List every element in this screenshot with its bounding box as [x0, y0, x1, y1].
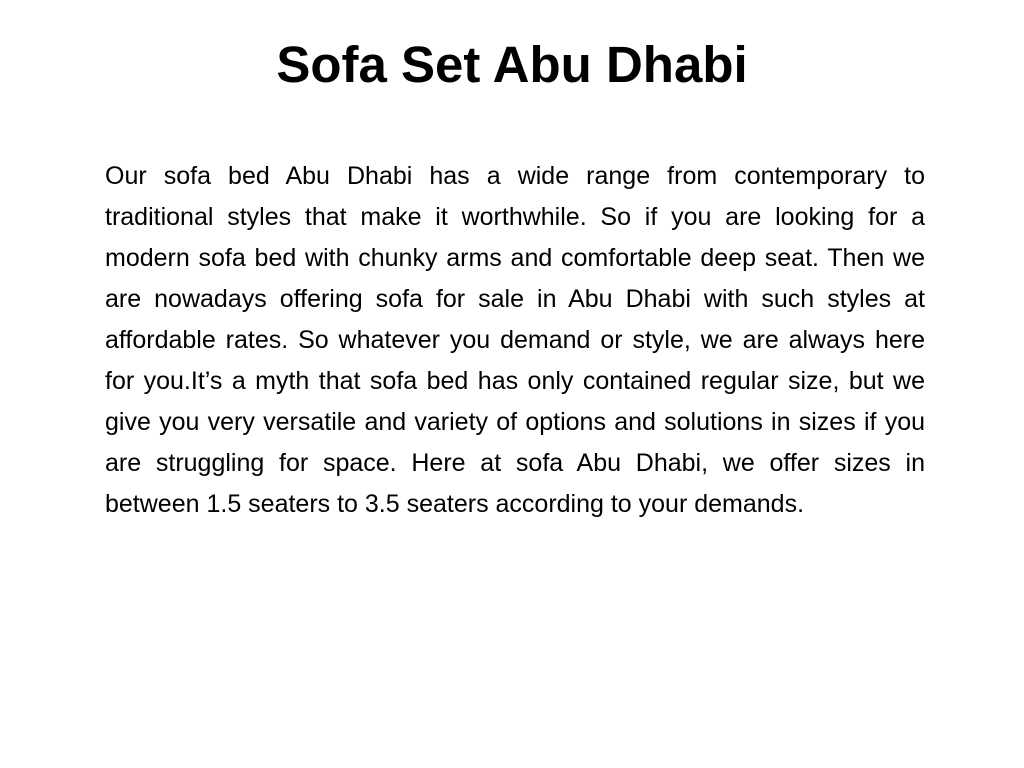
slide-title: Sofa Set Abu Dhabi	[276, 36, 748, 93]
slide-body-text: Our sofa bed Abu Dhabi has a wide range from contemporary to traditional styles that make it worthwhile. So if you are looking for a modern sofa bed with chunky arms and comfortable deep seat. Then we are nowadays offering sofa for sale in Abu Dhabi with such styles at affordable rates. So whatever you demand or style, we are always here for you.It’s a myth that sofa bed has only contained regular size, but we give you very versatile and variety of options and solutions in sizes if you are struggling for space. Here at sofa Abu Dhabi, we offer sizes in between 1.5 seaters to 3.5 seaters according to your demands.	[105, 162, 925, 518]
